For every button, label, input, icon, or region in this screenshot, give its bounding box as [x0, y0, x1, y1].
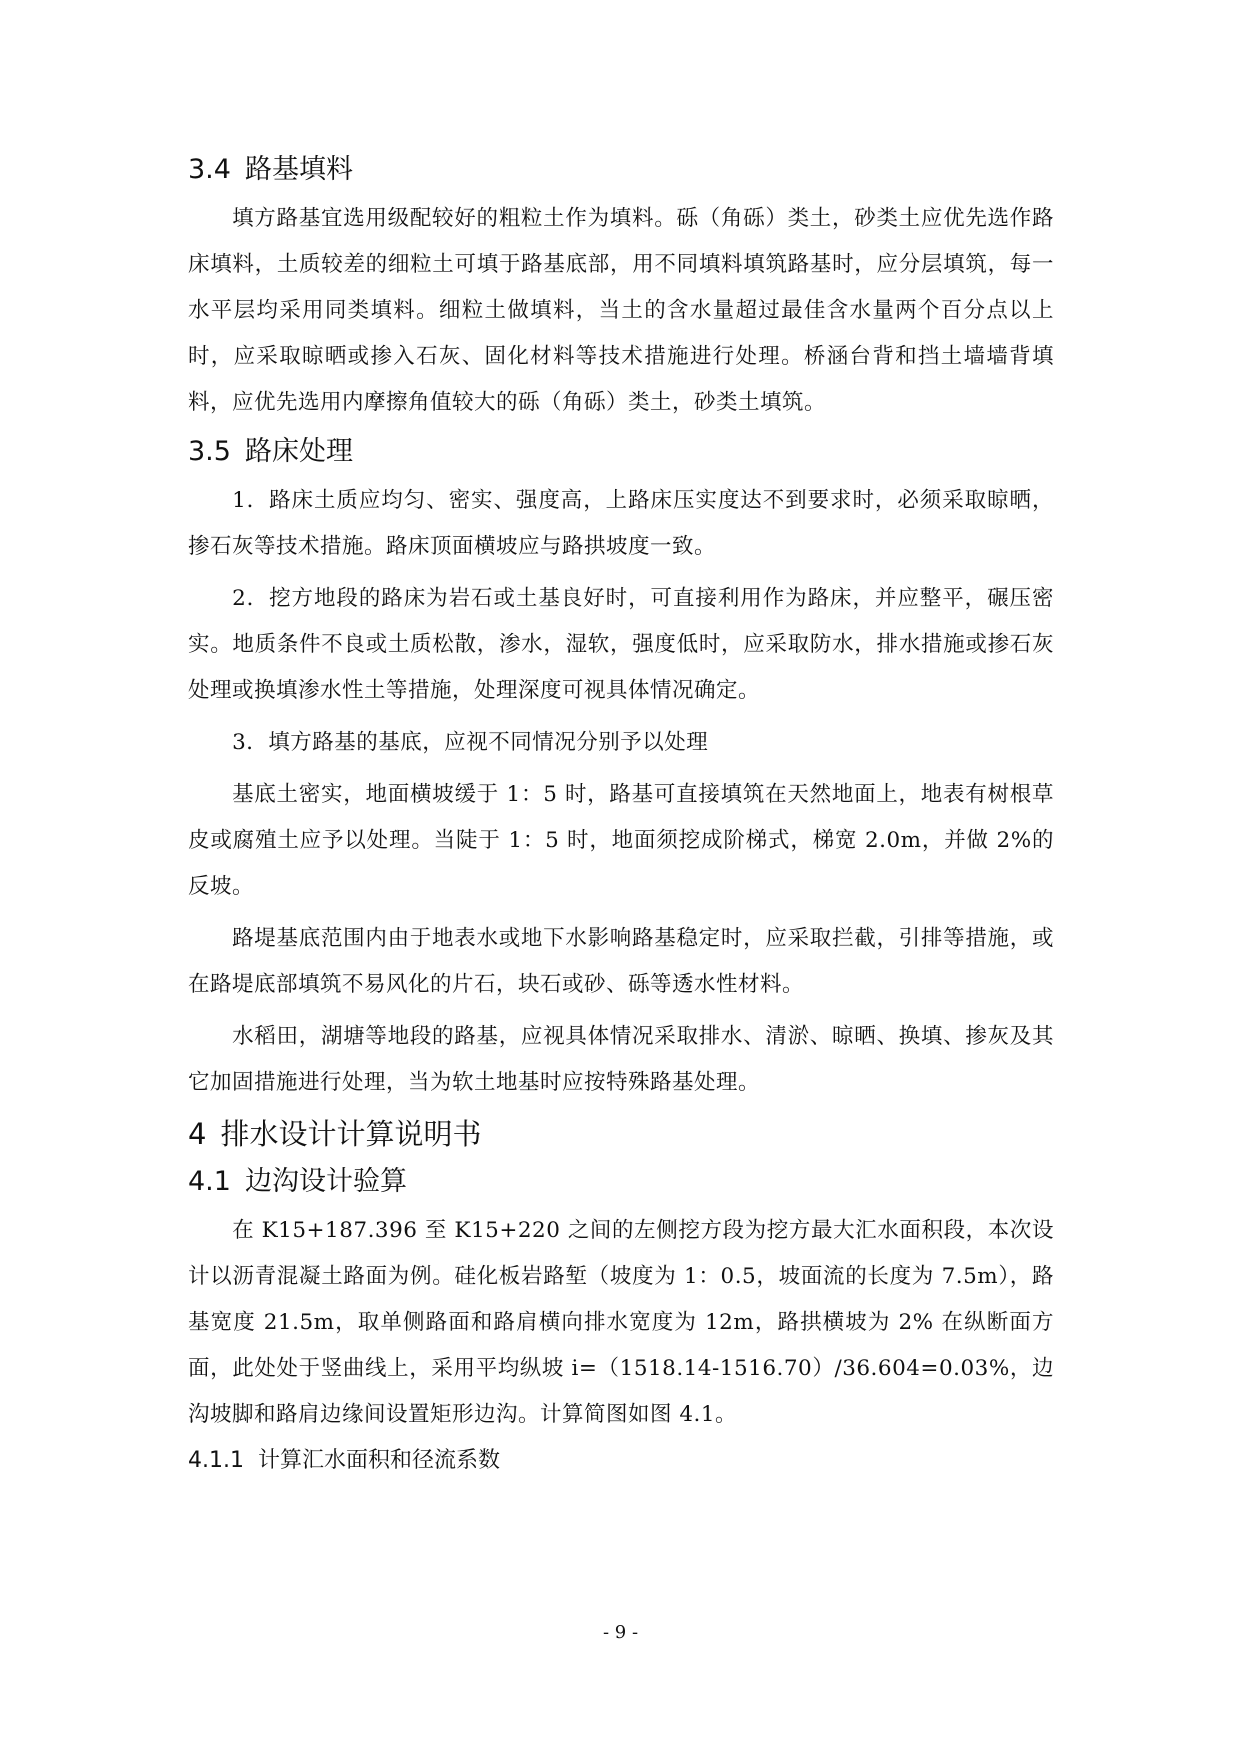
section-heading-4-1	[188, 1162, 1054, 1202]
section-heading-3-4	[188, 150, 1054, 190]
section-title: 边沟设计验算	[244, 1166, 407, 1197]
paragraph: 在 K15+187.396 至 K15+220 之间的左侧挖方段为挖方最大汇水面积段，本次设计以沥青混凝土路面为例。硅化板岩路堑（坡度为 1：0.5，坡面流的长度为 7.5m），路基宽度 21.5m，取单侧路面和路肩横向排水宽度为 12m，路拱横坡为 2% 在纵断面方面，此处处于竖曲线上，采用平均纵坡 i=（1518.14-1516.70）/36.604=0.03%，边沟坡脚和路肩边缘间设置矩形边沟。计算简图如图 4.1。	[188, 1218, 1054, 1427]
page-number: - 9 -	[602, 1622, 639, 1643]
section-number: 3.5	[188, 436, 231, 467]
section-number: 4.1	[188, 1166, 231, 1197]
paragraph: 水稻田，湖塘等地段的路基，应视具体情况采取排水、清淤、晾晒、换填、掺灰及其它加固措施进行处理，当为软土地基时应按特殊路基处理。	[188, 1024, 1054, 1095]
paragraph: 路堤基底范围内由于地表水或地下水影响路基稳定时，应采取拦截，引排等措施，或在路堤底部填筑不易风化的片石，块石或砂、砾等透水性材料。	[188, 926, 1054, 997]
paragraph: 1．路床土质应均匀、密实、强度高，上路床压实度达不到要求时，必须采取晾晒，掺石灰等技术措施。路床顶面横坡应与路拱坡度一致。	[188, 488, 1054, 559]
chapter-title: 排水设计计算说明书	[220, 1117, 482, 1151]
paragraph: 2．挖方地段的路床为岩石或土基良好时，可直接利用作为路床，并应整平，碾压密实。地质条件不良或土质松散，渗水，湿软，强度低时，应采取防水，排水措施或掺石灰处理或换填渗水性土等措施，处理深度可视具体情况确定。	[188, 586, 1054, 703]
subsection-title: 计算汇水面积和径流系数	[257, 1448, 500, 1473]
subsection-heading-4-1-1	[188, 1444, 1054, 1478]
chapter-number: 4	[188, 1117, 207, 1151]
section-heading-3-5	[188, 432, 1054, 472]
chapter-heading-4	[188, 1112, 1054, 1156]
paragraph: 填方路基宜选用级配较好的粗粒土作为填料。砾（角砾）类土，砂类土应优先选作路床填料，土质较差的细粒土可填于路基底部，用不同填料填筑路基时，应分层填筑，每一水平层均采用同类填料。细粒土做填料，当土的含水量超过最佳含水量两个百分点以上时，应采取晾晒或掺入石灰、固化材料等技术措施进行处理。桥涵台背和挡土墙墙背填料，应优先选用内摩擦角值较大的砾（角砾）类土，砂类土填筑。	[188, 206, 1054, 415]
page-content	[188, 150, 1054, 1478]
section-title: 路床处理	[244, 436, 353, 467]
section-title: 路基填料	[244, 154, 353, 185]
paragraph: 基底土密实，地面横坡缓于 1：5 时，路基可直接填筑在天然地面上，地表有树根草皮或腐殖土应予以处理。当陡于 1：5 时，地面须挖成阶梯式，梯宽 2.0m，并做 2%的反坡。	[188, 782, 1054, 899]
subsection-number: 4.1.1	[188, 1448, 244, 1473]
section-number: 3.4	[188, 154, 231, 185]
paragraph: 3．填方路基的基底，应视不同情况分别予以处理	[232, 730, 709, 755]
